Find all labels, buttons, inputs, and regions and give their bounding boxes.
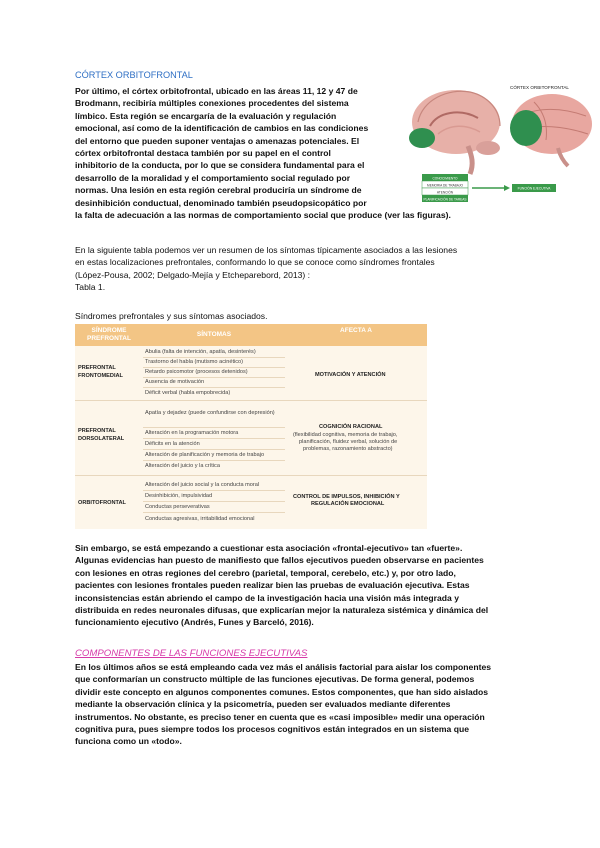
function-legend	[422, 174, 468, 202]
table-row-syndrome: ORBITOFRONTAL	[78, 500, 126, 506]
sagittal-brain-image	[409, 90, 500, 174]
arrow-label: FUNCIÓN EJECUTIVA	[517, 186, 551, 191]
text-line: Algunas evidencias han puesto de manifiesto que fallos ejecutivos pueden observarse en pacientes	[75, 555, 484, 566]
text-line: cognitiva pura, pues siempre todos los procesos cognitivos están integrados en un sistema que	[75, 724, 469, 735]
symptom-cell: Déficits en la atención	[145, 441, 200, 447]
affects-detail: (flexibilidad cognitiva, memoria de trabajo,	[293, 432, 398, 438]
symptom-cell: Déficit verbal (habla empobrecida)	[145, 390, 231, 396]
text-line: desinhibición conductual, denominado también pseudopsicopático por	[75, 197, 367, 208]
symptom-cell: Alteración de planificación y memoria de trabajo	[145, 452, 265, 458]
symptom-cell: Conductas perseverativas	[145, 504, 210, 510]
text-line: la falta de adecuación a las normas de comportamiento social que produce (ver las figuras).	[75, 210, 451, 221]
text-line: En la siguiente tabla podemos ver un resumen de los síntomas típicamente asociados a las lesiones	[75, 245, 458, 255]
legend-item: ATENCIÓN	[436, 190, 454, 195]
text-line: con lesiones en otras regiones del cerebro (parietal, temporal, cerebelo, etc.) y, por otro lado,	[75, 567, 456, 578]
text-line: emocional, así como de la identificación de cambios en las condiciones	[75, 123, 369, 134]
symptom-cell: Conductas agresivas, irritabilidad emocional	[145, 516, 255, 522]
table-row-syndrome: PREFRONTAL DORSOLATERAL	[78, 428, 125, 442]
symptom-cell: Desinhibición, impulsividad	[145, 493, 213, 499]
table-caption: Síndromes prefrontales y sus síntomas asociados.	[75, 311, 268, 321]
legend-item: MEMORIA DE TRABAJO	[427, 183, 463, 188]
table-intro-paragraph	[75, 244, 535, 294]
text-line: del entorno que pueden suponer ventajas o amenazas potenciales. El	[75, 135, 360, 146]
table-row-syndrome: PREFRONTAL FRONTOMEDIAL	[78, 365, 123, 379]
text-line: funcionamiento ejecutivo (Andrés, Funes y Barceló, 2016).	[75, 617, 314, 628]
symptom-cell: Alteración del juicio y la crítica	[145, 463, 220, 469]
text-line: córtex orbitofrontal destaca también por su papel en el control	[75, 148, 331, 159]
components-paragraph	[75, 661, 535, 748]
text-line: Brodmann, recibiría múltiples conexiones procedentes del sistema	[75, 98, 349, 109]
affects-detail: planificación, fluidez verbal, solución de	[299, 439, 398, 445]
text-line: desarrollo de la moralidad y el comportamiento social regulado por	[75, 172, 351, 183]
symptom-cell: Ausencia de motivación	[145, 379, 205, 385]
table-header-syndrome: SÍNDROME PREFRONTAL	[75, 324, 143, 346]
text-line: (López-Pousa, 2002; Delgado-Mejía y Etcheparebord, 2013) :	[75, 269, 311, 280]
text-line: funciona como un «todo».	[75, 736, 182, 747]
symptom-cell: Alteración en la programación motora	[145, 430, 239, 436]
text-line: Sin embargo, se está empezando a cuestionar esta asociación «frontal-ejecutivo» tan «fuerte».	[75, 543, 463, 553]
legend-item: PLANIFICACIÓN DE TAREAS	[423, 197, 467, 202]
text-line: pacientes con lesiones frontales pueden realizar bien las pruebas de evaluación ejecutiva. Estas	[75, 580, 470, 591]
brain-figure	[408, 78, 593, 208]
symptom-cell: Apatía y dejadez (puede confundirse con depresión)	[145, 410, 275, 416]
text-line: instrumentos. No obstante, es preciso tener en cuenta que es «casi imposible» medir una operación	[75, 711, 485, 722]
symptom-cell: Abulia (falta de intención, apatía, desinterés)	[145, 349, 256, 355]
affects-cell: REGULACIÓN EMOCIONAL	[311, 501, 385, 507]
affects-cell: CONTROL DE IMPULSOS, INHIBICIÓN Y	[293, 494, 400, 500]
text-line: mediante la observación clínica y la psicometría, pueden ser evaluados mediante diferentes	[75, 699, 451, 710]
table-number: Tabla 1.	[75, 282, 106, 293]
text-line: inconsistencias están abriendo el campo de la investigación hacia una visión más integrada y	[75, 592, 459, 603]
affects-detail: problemas, razonamiento abstracto)	[303, 446, 393, 452]
syndromes-table	[75, 324, 427, 529]
affects-cell: COGNICIÓN RACIONAL	[319, 424, 383, 430]
text-line: límbico. Esta región se encargaría de la evaluación y regulación	[75, 110, 337, 121]
text-line: distribuida en redes neuronales difusas, que explicarían mejor la naturaleza sistémica y dinámica del	[75, 605, 489, 616]
symptom-cell: Alteración del juicio social y la conducta moral	[145, 482, 260, 488]
frontal-executive-paragraph	[75, 542, 535, 629]
table-header-symptoms: SÍNTOMAS	[143, 324, 285, 346]
symptom-cell: Retardo psicomotor (procesos detenidos)	[145, 369, 248, 375]
legend-item: CONOCIMIENTO	[432, 176, 458, 181]
table-header-affects: AFECTA A	[285, 324, 427, 346]
text-line: en estas localizaciones prefrontales, conformando lo que se conoce como síndromes frontales	[75, 257, 435, 268]
section-heading-components: COMPONENTES DE LAS FUNCIONES EJECUTIVAS	[75, 648, 308, 659]
text-line: inhibitorio de la conducta, por lo que se considera fundamental para el	[75, 160, 365, 171]
text-line: dividir este concepto en algunos componentes comunes. Estos componentes, que han sido aislados	[75, 686, 489, 697]
figure-label-orbitofrontal: CÓRTEX ORBITOFRONTAL	[510, 85, 569, 90]
affects-cell: MOTIVACIÓN Y ATENCIÓN	[315, 372, 386, 378]
section-heading-orbitofrontal: CÓRTEX ORBITOFRONTAL	[75, 70, 193, 80]
arrow-to-function	[472, 184, 556, 192]
brain-illustration	[408, 78, 593, 208]
lateral-brain-image	[510, 94, 592, 166]
text-line: que conformarían un constructo múltiple de las funciones ejecutivas. De forma general, podemos	[75, 674, 475, 685]
text-line: normas. Una lesión en esta región cerebral produciría un síndrome de	[75, 185, 362, 196]
text-line: Por último, el córtex orbitofrontal, ubicado en las áreas 11, 12 y 47 de	[75, 86, 358, 96]
symptom-cell: Trastorno del habla (mutismo acinético)	[145, 359, 244, 365]
text-line: En los últimos años se está empleando cada vez más el análisis factorial para aislar los componentes	[75, 662, 492, 672]
